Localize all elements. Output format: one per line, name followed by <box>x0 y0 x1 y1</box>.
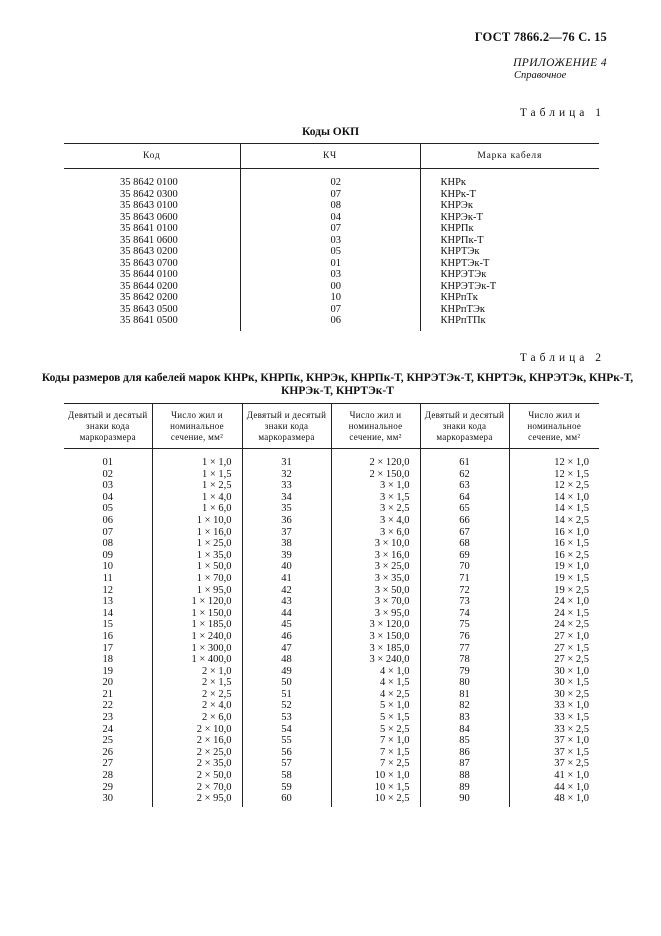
table2-cell-size: 1 × 35,0 <box>152 550 242 562</box>
table2-cell-size: 19 × 2,5 <box>554 584 589 596</box>
table1-cell-brand: КНРТЭк-Т <box>440 257 490 269</box>
table-row <box>64 758 599 770</box>
table2-cell-size: 2 × 6,0 <box>152 712 242 724</box>
table1-cell-code: 35 8642 0100 <box>64 169 240 189</box>
table2-header-size-2: Число жил и номинальное сечение, мм² <box>331 404 420 449</box>
table2-cell-code: 65 <box>420 503 509 515</box>
table2-cell-code: 46 <box>242 631 331 643</box>
table2-cell-code: 11 <box>64 573 152 585</box>
table2-cell-size: 2 × 120,0 <box>331 449 420 469</box>
table-row <box>64 619 599 631</box>
table2-cell-code: 61 <box>420 449 509 469</box>
table1-cell-code: 35 8642 0200 <box>64 292 240 304</box>
table2-cell-size: 2 × 50,0 <box>152 770 242 782</box>
table1-cell-brand: КНРпТЭк <box>440 303 485 315</box>
table2-cell-code: 25 <box>64 735 152 747</box>
table1-cell-kch: 08 <box>240 200 420 212</box>
table1-label: Таблица 1 <box>519 107 605 119</box>
table2-title: Коды размеров для кабелей марок КНРк, КНРПк, КНРЭк, КНРПк-Т, КНРЭТЭк-Т, КНРТЭк, КНРЭТЭк, КНРк-Т, КНРЭк-Т, КНРТЭк-Т <box>41 372 634 397</box>
table-row <box>64 793 599 807</box>
table2-cell-code: 02 <box>64 469 152 481</box>
table2-cell-size: 5 × 1,0 <box>331 700 420 712</box>
table2-cell-size: 30 × 1,0 <box>554 665 589 677</box>
table2-cell-size: 14 × 1,5 <box>554 503 589 515</box>
table2-cell-size: 7 × 1,5 <box>331 747 420 759</box>
table2-cell-size: 3 × 4,0 <box>331 515 420 527</box>
size-codes-table <box>64 403 599 807</box>
table2-cell-code: 71 <box>420 573 509 585</box>
table2-cell-code: 03 <box>64 480 152 492</box>
table2-cell-code: 62 <box>420 469 509 481</box>
table1-cell-kch: 05 <box>240 246 420 258</box>
table2-cell-size: 5 × 2,5 <box>331 724 420 736</box>
table2-cell-code: 04 <box>64 492 152 504</box>
table2-cell-code: 77 <box>420 643 509 655</box>
table2-cell-code: 68 <box>420 538 509 550</box>
table2-cell-size: 27 × 1,5 <box>554 642 589 654</box>
table2-cell-size: 5 × 1,5 <box>331 712 420 724</box>
table-row <box>64 492 599 504</box>
table2-cell-code: 45 <box>242 619 331 631</box>
table2-cell-size: 7 × 1,0 <box>331 735 420 747</box>
table1-cell-kch: 07 <box>240 223 420 235</box>
table2-cell-code: 64 <box>420 492 509 504</box>
table2-cell-size: 2 × 35,0 <box>152 758 242 770</box>
table2-cell-code: 78 <box>420 654 509 666</box>
appendix-title: ПРИЛОЖЕНИЕ 4 <box>513 57 607 69</box>
table1-cell-kch: 07 <box>240 304 420 316</box>
table2-cell-code: 79 <box>420 666 509 678</box>
table2-cell-size: 7 × 2,5 <box>331 758 420 770</box>
table2-cell-size: 37 × 1,0 <box>554 735 589 747</box>
table1-cell-kch: 02 <box>240 169 420 189</box>
table1-cell-kch: 04 <box>240 212 420 224</box>
table2-cell-code: 50 <box>242 677 331 689</box>
table2-cell-size: 33 × 2,5 <box>554 723 589 735</box>
table1-cell-code: 35 8643 0500 <box>64 304 240 316</box>
table2-cell-size: 3 × 50,0 <box>331 585 420 597</box>
table2-cell-size: 1 × 16,0 <box>152 527 242 539</box>
table1-cell-kch: 07 <box>240 189 420 201</box>
table1-cell-brand: КНРПк-Т <box>440 234 484 246</box>
table2-cell-code: 69 <box>420 550 509 562</box>
table2-cell-code: 08 <box>64 538 152 550</box>
table2-cell-size: 2 × 16,0 <box>152 735 242 747</box>
table2-body <box>64 449 599 807</box>
table2-cell-code: 15 <box>64 619 152 631</box>
table2-cell-code: 84 <box>420 724 509 736</box>
table2-cell-code: 26 <box>64 747 152 759</box>
table1-cell-brand: КНРПк <box>440 223 474 234</box>
table-row <box>64 573 599 585</box>
table-row <box>64 246 599 258</box>
table2-cell-code: 41 <box>242 573 331 585</box>
table-row <box>64 735 599 747</box>
table-row <box>64 782 599 794</box>
table-row <box>64 770 599 782</box>
table1-cell-brand: КНРЭк <box>440 200 473 211</box>
table2-cell-code: 63 <box>420 480 509 492</box>
table2-header-row <box>64 404 599 449</box>
table2-cell-code: 88 <box>420 770 509 782</box>
table2-cell-code: 80 <box>420 677 509 689</box>
table-row <box>64 315 599 331</box>
okp-codes-table <box>64 143 599 331</box>
table-row <box>64 258 599 270</box>
table2-cell-size: 12 × 1,0 <box>554 457 589 468</box>
table1-cell-code: 35 8643 0700 <box>64 258 240 270</box>
table1-header-row <box>64 144 599 169</box>
table2-cell-code: 13 <box>64 596 152 608</box>
table1-cell-kch: 03 <box>240 269 420 281</box>
table2-cell-size: 27 × 2,5 <box>554 654 589 666</box>
table2-cell-size: 48 × 1,0 <box>554 793 589 805</box>
table-row <box>64 550 599 562</box>
table2-cell-code: 89 <box>420 782 509 794</box>
table2-cell-code: 81 <box>420 689 509 701</box>
table2-cell-code: 34 <box>242 492 331 504</box>
table2-cell-code: 37 <box>242 527 331 539</box>
table2-cell-size: 16 × 1,5 <box>554 538 589 550</box>
table2-cell-code: 23 <box>64 712 152 724</box>
table2-cell-size: 3 × 35,0 <box>331 573 420 585</box>
table1-body <box>64 169 599 331</box>
table1-cell-kch: 10 <box>240 292 420 304</box>
table2-cell-size: 1 × 240,0 <box>152 631 242 643</box>
table2-cell-code: 73 <box>420 596 509 608</box>
table2-cell-size: 10 × 2,5 <box>331 793 420 807</box>
table2-cell-size: 2 × 10,0 <box>152 724 242 736</box>
table2-cell-code: 70 <box>420 561 509 573</box>
table1-cell-brand: КНРк-Т <box>440 188 476 200</box>
table2-cell-size: 2 × 2,5 <box>152 689 242 701</box>
table2-cell-size: 37 × 1,5 <box>554 746 589 758</box>
table-row <box>64 212 599 224</box>
table2-cell-size: 33 × 1,0 <box>554 700 589 712</box>
table2-cell-size: 2 × 1,5 <box>152 677 242 689</box>
table-row <box>64 304 599 316</box>
table2-cell-size: 2 × 150,0 <box>331 469 420 481</box>
table-row <box>64 223 599 235</box>
table2-cell-code: 06 <box>64 515 152 527</box>
table2-cell-code: 10 <box>64 561 152 573</box>
table2-cell-code: 40 <box>242 561 331 573</box>
table2-cell-code: 35 <box>242 503 331 515</box>
table2-cell-size: 10 × 1,0 <box>331 770 420 782</box>
table2-cell-size: 3 × 150,0 <box>331 631 420 643</box>
table2-cell-code: 90 <box>420 793 509 807</box>
table2-label: Таблица 2 <box>519 352 605 364</box>
table1-cell-kch: 01 <box>240 258 420 270</box>
table-row <box>64 643 599 655</box>
table1-cell-code: 35 8641 0500 <box>64 315 240 331</box>
table-row <box>64 449 599 469</box>
table1-cell-brand: КНРЭк-Т <box>440 211 483 223</box>
table2-cell-code: 72 <box>420 585 509 597</box>
table-row <box>64 700 599 712</box>
table2-cell-size: 41 × 1,0 <box>554 770 589 782</box>
table2-cell-size: 3 × 1,5 <box>331 492 420 504</box>
table2-cell-size: 4 × 2,5 <box>331 689 420 701</box>
table2-cell-code: 49 <box>242 666 331 678</box>
table2-cell-size: 24 × 1,0 <box>554 596 589 608</box>
table-row <box>64 235 599 247</box>
table2-cell-size: 1 × 95,0 <box>152 585 242 597</box>
table2-header-code-3: Девятый и десятый знаки кода маркоразмера <box>420 404 509 449</box>
table1-header-code: Код <box>64 144 240 169</box>
table2-cell-code: 12 <box>64 585 152 597</box>
table2-cell-size: 2 × 1,0 <box>152 666 242 678</box>
table2-cell-code: 36 <box>242 515 331 527</box>
table2-cell-size: 2 × 95,0 <box>152 793 242 807</box>
table1-cell-brand: КНРпТк <box>440 292 478 303</box>
table1-cell-brand: КНРк <box>440 177 467 188</box>
table2-cell-size: 24 × 2,5 <box>554 619 589 631</box>
table2-cell-size: 1 × 10,0 <box>152 515 242 527</box>
table1-cell-code: 35 8643 0200 <box>64 246 240 258</box>
table2-cell-code: 38 <box>242 538 331 550</box>
table-row <box>64 608 599 620</box>
table2-cell-size: 2 × 25,0 <box>152 747 242 759</box>
table1-cell-code: 35 8643 0600 <box>64 212 240 224</box>
table2-cell-code: 16 <box>64 631 152 643</box>
table2-cell-size: 3 × 25,0 <box>331 561 420 573</box>
table2-cell-code: 30 <box>64 793 152 807</box>
table-row <box>64 747 599 759</box>
table2-cell-size: 27 × 1,0 <box>554 630 589 642</box>
table2-cell-code: 66 <box>420 515 509 527</box>
table2-cell-size: 1 × 300,0 <box>152 643 242 655</box>
table2-cell-size: 30 × 2,5 <box>554 688 589 700</box>
table2-cell-size: 10 × 1,5 <box>331 782 420 794</box>
table1-cell-code: 35 8643 0100 <box>64 200 240 212</box>
appendix-subtitle: Справочное <box>514 70 567 81</box>
table2-cell-size: 1 × 25,0 <box>152 538 242 550</box>
table2-cell-code: 44 <box>242 608 331 620</box>
table2-cell-size: 14 × 2,5 <box>554 514 589 526</box>
table2-cell-code: 47 <box>242 643 331 655</box>
table2-cell-size: 3 × 70,0 <box>331 596 420 608</box>
table2-cell-size: 24 × 1,5 <box>554 607 589 619</box>
table2-cell-code: 39 <box>242 550 331 562</box>
table-row <box>64 169 599 189</box>
table-row <box>64 724 599 736</box>
table2-header-size-1: Число жил и номинальное сечение, мм² <box>152 404 242 449</box>
table2-cell-code: 56 <box>242 747 331 759</box>
page-header: ГОСТ 7866.2—76 С. 15 <box>474 30 607 44</box>
table1-cell-kch: 06 <box>240 315 420 331</box>
table-row <box>64 561 599 573</box>
table2-cell-code: 28 <box>64 770 152 782</box>
table2-cell-code: 52 <box>242 700 331 712</box>
table2-cell-size: 12 × 1,5 <box>554 468 589 480</box>
table2-cell-size: 1 × 120,0 <box>152 596 242 608</box>
table2-cell-size: 3 × 10,0 <box>331 538 420 550</box>
table2-cell-size: 1 × 185,0 <box>152 619 242 631</box>
table-row <box>64 269 599 281</box>
table-row <box>64 503 599 515</box>
table2-cell-size: 1 × 6,0 <box>152 503 242 515</box>
table2-cell-size: 1 × 1,0 <box>152 449 242 469</box>
table2-cell-code: 76 <box>420 631 509 643</box>
table-row <box>64 292 599 304</box>
table2-cell-size: 37 × 2,5 <box>554 758 589 770</box>
table2-cell-code: 14 <box>64 608 152 620</box>
table2-cell-code: 29 <box>64 782 152 794</box>
table2-header-size-3: Число жил и номинальное сечение, мм² <box>509 404 599 449</box>
table2-cell-code: 32 <box>242 469 331 481</box>
table1-cell-code: 35 8641 0600 <box>64 235 240 247</box>
table2-cell-size: 12 × 2,5 <box>554 480 589 492</box>
table2-cell-code: 48 <box>242 654 331 666</box>
table2-cell-code: 53 <box>242 712 331 724</box>
table2-cell-size: 3 × 95,0 <box>331 608 420 620</box>
table2-cell-code: 09 <box>64 550 152 562</box>
table-row <box>64 596 599 608</box>
table2-cell-code: 33 <box>242 480 331 492</box>
table2-cell-size: 14 × 1,0 <box>554 491 589 503</box>
table2-cell-code: 01 <box>64 449 152 469</box>
table2-cell-code: 58 <box>242 770 331 782</box>
table1-cell-brand: КНРЭТЭк-Т <box>440 280 497 292</box>
table2-cell-code: 19 <box>64 666 152 678</box>
table1-cell-code: 35 8644 0100 <box>64 269 240 281</box>
table2-cell-code: 87 <box>420 758 509 770</box>
table1-header-kch: КЧ <box>240 144 420 169</box>
table-row <box>64 281 599 293</box>
table2-cell-code: 07 <box>64 527 152 539</box>
table2-cell-code: 20 <box>64 677 152 689</box>
table2-cell-code: 21 <box>64 689 152 701</box>
table2-cell-size: 3 × 16,0 <box>331 550 420 562</box>
table-row <box>64 631 599 643</box>
table2-cell-size: 2 × 70,0 <box>152 782 242 794</box>
table2-cell-code: 86 <box>420 747 509 759</box>
table1-title: Коды ОКП <box>301 126 360 138</box>
table2-cell-code: 18 <box>64 654 152 666</box>
table-row <box>64 527 599 539</box>
table2-cell-code: 59 <box>242 782 331 794</box>
table2-cell-size: 19 × 1,5 <box>554 572 589 584</box>
table-row <box>64 538 599 550</box>
table2-cell-size: 1 × 50,0 <box>152 561 242 573</box>
table2-cell-code: 57 <box>242 758 331 770</box>
table2-cell-size: 3 × 120,0 <box>331 619 420 631</box>
table2-cell-size: 2 × 4,0 <box>152 700 242 712</box>
table-row <box>64 712 599 724</box>
table2-cell-code: 24 <box>64 724 152 736</box>
table1-cell-code: 35 8644 0200 <box>64 281 240 293</box>
table2-cell-code: 51 <box>242 689 331 701</box>
table2-cell-code: 27 <box>64 758 152 770</box>
table2-cell-size: 1 × 2,5 <box>152 480 242 492</box>
table2-cell-size: 1 × 150,0 <box>152 608 242 620</box>
table-row <box>64 666 599 678</box>
table-row <box>64 469 599 481</box>
table2-cell-size: 44 × 1,0 <box>554 781 589 793</box>
table2-cell-code: 54 <box>242 724 331 736</box>
table-row <box>64 654 599 666</box>
table2-cell-size: 3 × 2,5 <box>331 503 420 515</box>
table-row <box>64 480 599 492</box>
table1-cell-code: 35 8641 0100 <box>64 223 240 235</box>
table2-cell-size: 30 × 1,5 <box>554 677 589 689</box>
table2-cell-code: 43 <box>242 596 331 608</box>
table2-cell-code: 85 <box>420 735 509 747</box>
table2-cell-size: 3 × 1,0 <box>331 480 420 492</box>
table2-cell-size: 16 × 2,5 <box>554 549 589 561</box>
table2-cell-code: 17 <box>64 643 152 655</box>
table1-cell-brand: КНРТЭк <box>440 246 480 257</box>
table2-cell-size: 3 × 6,0 <box>331 527 420 539</box>
table2-cell-code: 75 <box>420 619 509 631</box>
table2-cell-code: 67 <box>420 527 509 539</box>
table-row <box>64 585 599 597</box>
table-row <box>64 200 599 212</box>
table2-cell-code: 42 <box>242 585 331 597</box>
table1-header-brand: Марка кабеля <box>420 144 599 169</box>
table2-cell-code: 83 <box>420 712 509 724</box>
table2-cell-code: 31 <box>242 449 331 469</box>
table2-header-code-1: Девятый и десятый знаки кода маркоразмера <box>64 404 152 449</box>
table2-cell-size: 1 × 1,5 <box>152 469 242 481</box>
table1-cell-brand: КНРЭТЭк <box>440 269 487 280</box>
table2-cell-size: 16 × 1,0 <box>554 526 589 538</box>
table2-cell-size: 1 × 4,0 <box>152 492 242 504</box>
table2-cell-code: 60 <box>242 793 331 807</box>
table2-cell-size: 3 × 240,0 <box>331 654 420 666</box>
table2-cell-code: 22 <box>64 700 152 712</box>
table2-cell-size: 1 × 70,0 <box>152 573 242 585</box>
table2-cell-size: 1 × 400,0 <box>152 654 242 666</box>
table2-cell-size: 3 × 185,0 <box>331 643 420 655</box>
table1-cell-brand: КНРпТПк <box>440 315 486 326</box>
table2-cell-size: 19 × 1,0 <box>554 561 589 573</box>
table2-cell-code: 74 <box>420 608 509 620</box>
table1-cell-code: 35 8642 0300 <box>64 189 240 201</box>
table2-cell-size: 4 × 1,0 <box>331 666 420 678</box>
table2-cell-size: 33 × 1,5 <box>554 712 589 724</box>
table2-header-code-2: Девятый и десятый знаки кода маркоразмера <box>242 404 331 449</box>
table-row <box>64 677 599 689</box>
table2-cell-code: 05 <box>64 503 152 515</box>
table-row <box>64 189 599 201</box>
table-row <box>64 689 599 701</box>
table-row <box>64 515 599 527</box>
table2-cell-code: 55 <box>242 735 331 747</box>
table2-cell-size: 4 × 1,5 <box>331 677 420 689</box>
table1-cell-kch: 03 <box>240 235 420 247</box>
table1-cell-kch: 00 <box>240 281 420 293</box>
table2-cell-code: 82 <box>420 700 509 712</box>
